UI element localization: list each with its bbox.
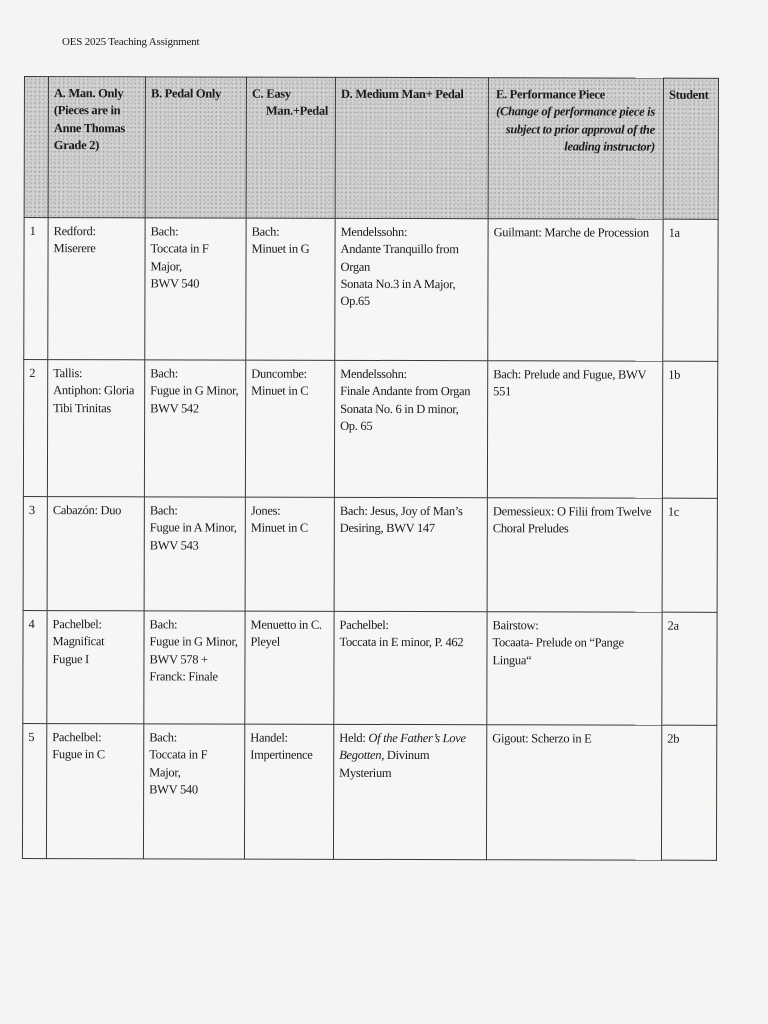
table-row (24, 218, 718, 362)
cell-pedal-only: Bach: Fugue in A Minor, BWV 543 (144, 497, 245, 611)
cell-manuals-only: Redford: Miserere (48, 218, 145, 360)
header-medium-man-pedal: D. Medium Man+ Pedal (335, 77, 488, 218)
cell-performance-piece: Demessieux: O Filii from Twelve Choral Preludes (487, 498, 662, 612)
cell-student: 2a (662, 612, 717, 725)
cell-medium-man-pedal: Mendelssohn: Andante Tranquillo from Organ Sonata No.3 in A Major, Op.65 (335, 218, 488, 360)
cell-easy-man-pedal: Menuetto in C. Pleyel (245, 611, 334, 724)
cell-medium-man-pedal: Bach: Jesus, Joy of Man’s Desiring, BWV 147 (334, 497, 487, 611)
cell-performance-piece: Bairstow: Tocaata- Prelude on “Pange Lingua“ (487, 612, 662, 725)
cell-pedal-only: Bach: Fugue in G Minor, BWV 578 + Franck: Finale (144, 611, 245, 724)
table-header-row (24, 77, 718, 220)
cell-medium-man-pedal: Pachelbel: Toccata in E minor, P. 462 (334, 611, 487, 724)
cell-student: 1a (663, 219, 718, 361)
cell-easy-man-pedal: Bach: Minuet in G (246, 218, 335, 360)
cell-easy-man-pedal: Handel: Impertinence (244, 724, 333, 859)
cell-medium-man-pedal: Mendelssohn: Finale Andante from Organ Sonata No. 6 in D minor, Op. 65 (334, 360, 487, 497)
row-number: 4 (23, 610, 47, 723)
table-row (23, 360, 717, 499)
cell-student: 1b (662, 361, 717, 498)
cell-pedal-only: Bach: Toccata in F Major, BWV 540 (145, 218, 246, 360)
header-easy-man-pedal: C. Easy Man.+Pedal (246, 77, 335, 218)
cell-manuals-only: Pachelbel: Fugue in C (46, 724, 143, 859)
cell-student: 1c (662, 498, 717, 612)
row-number: 3 (23, 496, 47, 610)
header-performance-piece: E. Performance Piece (Change of performance piece is subject to prior approval of the leading instructor) (488, 78, 663, 219)
table-row (22, 723, 716, 860)
cell-manuals-only: Cabazón: Duo (47, 497, 144, 611)
row-number: 5 (22, 723, 46, 858)
cell-performance-piece: Bach: Prelude and Fugue, BWV 551 (487, 361, 662, 498)
table-row (23, 496, 717, 612)
cell-pedal-only: Bach: Fugue in G Minor, BWV 542 (144, 360, 245, 497)
cell-student: 2b (661, 725, 716, 860)
header-pedal-only: B. Pedal Only (145, 77, 246, 218)
italic-title: Begotten (339, 748, 382, 763)
header-number (24, 77, 48, 218)
cell-performance-piece: Guilmant: Marche de Procession (488, 219, 663, 361)
cell-pedal-only: Bach: Toccata in F Major, BWV 540 (143, 724, 244, 859)
italic-title: Of the Father’s Love (368, 730, 466, 746)
cell-manuals-only: Tallis: Antiphon: Gloria Tibi Trinitas (47, 360, 144, 497)
teaching-assignment-table (22, 76, 719, 861)
table-row (23, 610, 717, 725)
header-student: Student (663, 78, 718, 219)
performance-note: (Change of performance piece is subject to prior approval of the leading instructor) (496, 104, 655, 154)
row-number: 1 (24, 218, 48, 360)
cell-manuals-only: Pachelbel: Magnificat Fugue I (47, 611, 144, 724)
document-title: OES 2025 Teaching Assignment (62, 36, 200, 48)
header-manuals-only: A. Man. Only (Pieces are in Anne Thomas Grade 2) (48, 77, 145, 218)
cell-medium-man-pedal: Held: Of the Father’s Love Begotten, Divinum Mysterium (333, 724, 486, 859)
cell-easy-man-pedal: Jones: Minuet in C (245, 497, 334, 611)
cell-easy-man-pedal: Duncombe: Minuet in C (245, 360, 334, 497)
row-number: 2 (23, 360, 47, 497)
cell-performance-piece: Gigout: Scherzo in E (486, 725, 661, 860)
